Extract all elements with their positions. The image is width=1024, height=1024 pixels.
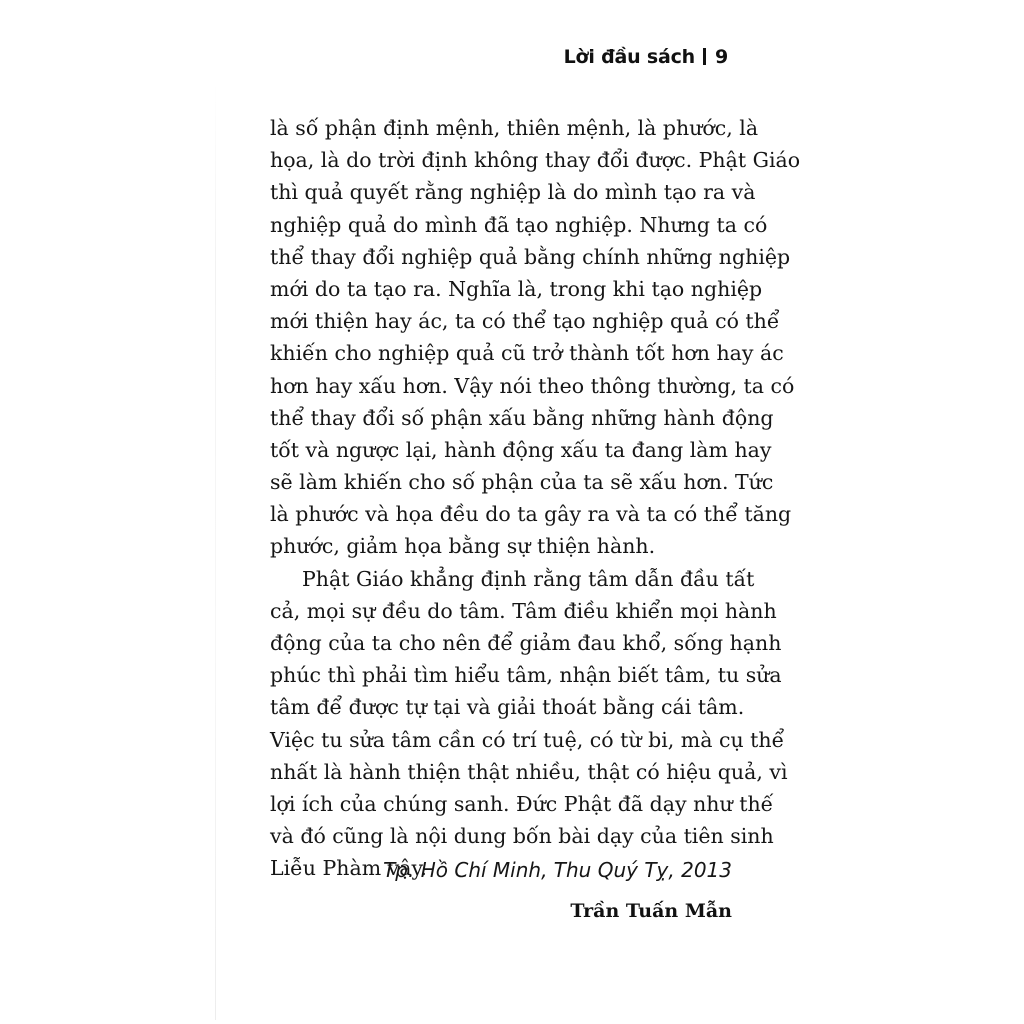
text-line: khiến cho nghiệp quả cũ trở thành tốt hơn hay ác (270, 341, 784, 366)
text-line: mới do ta tạo ra. Nghĩa là, trong khi tạo nghiệp (270, 276, 763, 301)
text-line: mới thiện hay ác, ta có thể tạo nghiệp quả có thể (270, 309, 780, 334)
running-header (564, 46, 728, 68)
text-line: Việc tu sửa tâm cần có trí tuệ, có từ bi, mà cụ thể (270, 727, 785, 752)
text-line: tâm để được tự tại và giải thoát bằng cái tâm. (270, 695, 745, 720)
signature-author: Trần Tuấn Mẫn (570, 900, 732, 922)
text-line: nghiệp quả do mình đã tạo nghiệp. Nhưng ta có (270, 212, 768, 237)
text-line: tốt và ngược lại, hành động xấu ta đang làm hay (270, 437, 772, 462)
text-line: phúc thì phải tìm hiểu tâm, nhận biết tâm, tu sửa (270, 663, 782, 688)
page-number: 9 (714, 46, 728, 68)
text-line: thể thay đổi nghiệp quả bằng chính những nghiệp (270, 244, 791, 269)
header-separator (703, 48, 706, 65)
paragraph-2 (270, 563, 788, 885)
text-line: thể thay đổi số phận xấu bằng những hành động (270, 405, 774, 430)
signature-place-date: Tp. Hồ Chí Minh, Thu Quý Tỵ, 2013 (383, 858, 732, 882)
text-line: và đó cũng là nội dung bốn bài dạy của tiên sinh (270, 824, 774, 849)
paragraph-1 (270, 112, 801, 563)
text-line: lợi ích của chúng sanh. Đức Phật đã dạy như thế (270, 791, 774, 816)
text-line: phước, giảm họa bằng sự thiện hành. (270, 534, 656, 559)
text-line: là phước và họa đều do ta gây ra và ta có thể tăng (270, 502, 792, 527)
text-line: là số phận định mệnh, thiên mệnh, là phước, là (270, 116, 759, 140)
text-line: thì quả quyết rằng nghiệp là do mình tạo ra và (270, 180, 756, 205)
text-line: nhất là hành thiện thật nhiều, thật có hiệu quả, vì (270, 759, 788, 784)
text-line: động của ta cho nên để giảm đau khổ, sống hạnh (270, 631, 782, 655)
text-line: sẽ làm khiến cho số phận của ta sẽ xấu hơn. Tức (270, 470, 774, 495)
text-line: Liễu Phàm vậy. (270, 856, 427, 881)
text-line: họa, là do trời định không thay đổi được. Phật Giáo (270, 148, 801, 173)
section-title: Lời đầu sách (563, 46, 695, 68)
text-line: Phật Giáo khẳng định rằng tâm dẫn đầu tất (302, 566, 755, 591)
body-text (270, 112, 801, 885)
page-gutter-shadow (215, 80, 216, 1020)
text-line: hơn hay xấu hơn. Vậy nói theo thông thường, ta có (270, 373, 795, 398)
text-line: cả, mọi sự đều do tâm. Tâm điều khiển mọi hành (270, 598, 777, 623)
